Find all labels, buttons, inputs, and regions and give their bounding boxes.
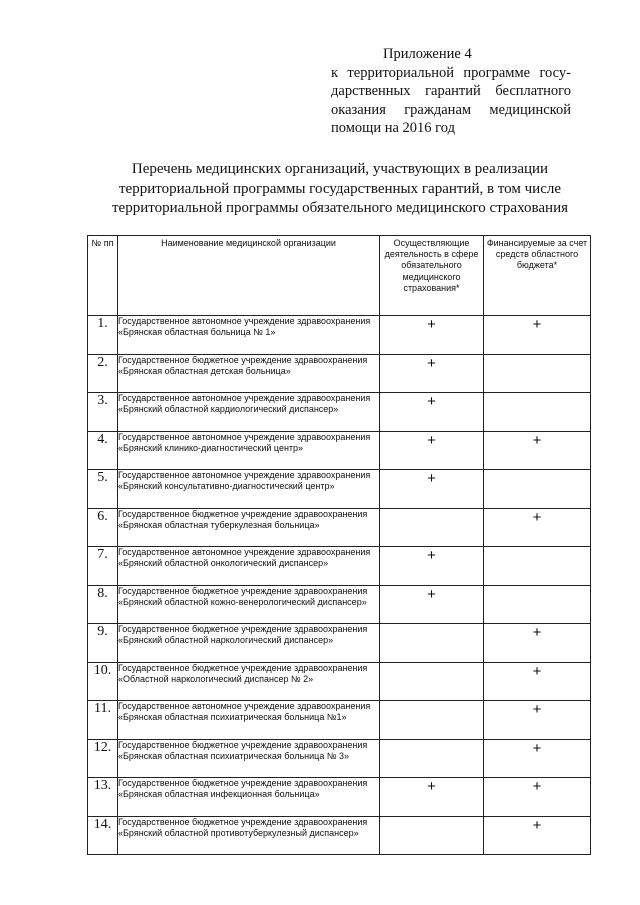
organization-name: Государственное бюджетное учреждение здравоохранения «Брянская областная туберкулезная больница» — [118, 508, 380, 547]
oms-mark: + — [380, 470, 484, 509]
header-num: № пп — [88, 236, 118, 316]
oms-mark — [380, 739, 484, 778]
row-number: 6. — [88, 508, 118, 547]
row-number: 2. — [88, 354, 118, 393]
header-budget: Финансируемые за счет средств областного бюджета* — [484, 236, 591, 316]
table-row — [88, 816, 591, 855]
row-number: 10. — [88, 662, 118, 701]
budget-mark: + — [484, 316, 591, 355]
row-number: 5. — [88, 470, 118, 509]
oms-mark: + — [380, 431, 484, 470]
table-row — [88, 431, 591, 470]
oms-mark: + — [380, 547, 484, 586]
organization-name: Государственное бюджетное учреждение здравоохранения «Брянская областная детская больница» — [118, 354, 380, 393]
organization-name: Государственное автономное учреждение здравоохранения «Брянская областная психиатрическая больница №1» — [118, 701, 380, 740]
row-number: 4. — [88, 431, 118, 470]
row-number: 12. — [88, 739, 118, 778]
budget-mark — [484, 547, 591, 586]
row-number: 3. — [88, 393, 118, 432]
row-number: 13. — [88, 778, 118, 817]
organization-name: Государственное бюджетное учреждение здравоохранения «Брянский областной наркологический диспансер» — [118, 624, 380, 663]
budget-mark — [484, 354, 591, 393]
row-number: 7. — [88, 547, 118, 586]
oms-mark — [380, 662, 484, 701]
table-header-row — [88, 236, 591, 316]
row-number: 14. — [88, 816, 118, 855]
row-number: 9. — [88, 624, 118, 663]
row-number: 11. — [88, 701, 118, 740]
budget-mark: + — [484, 816, 591, 855]
appendix-text-line: оказания гражданам медицинской — [331, 101, 571, 118]
organization-name: Государственное бюджетное учреждение здравоохранения «Областной наркологический диспансер № 2» — [118, 662, 380, 701]
title-line: территориальной программы обязательного медицинского страхования — [111, 200, 569, 216]
oms-mark — [380, 816, 484, 855]
budget-mark — [484, 470, 591, 509]
oms-mark: + — [380, 585, 484, 624]
oms-mark — [380, 624, 484, 663]
oms-mark: + — [380, 393, 484, 432]
budget-mark: + — [484, 739, 591, 778]
header-name: Наименование медицинской организации — [118, 236, 380, 316]
appendix-text-line: помощи на 2016 год — [331, 120, 455, 136]
budget-mark: + — [484, 701, 591, 740]
organization-name: Государственное автономное учреждение здравоохранения «Брянский областной кардиологический диспансер» — [118, 393, 380, 432]
table-row — [88, 470, 591, 509]
budget-mark — [484, 393, 591, 432]
appendix-text-line: дарственных гарантий бесплатного — [331, 83, 571, 99]
title-line: территориальной программы государственных гарантий, в том числе — [118, 180, 562, 197]
table-row — [88, 316, 591, 355]
table-row — [88, 739, 591, 778]
organization-name: Государственное бюджетное учреждение здравоохранения «Брянская областная психиатрическая больница № 3» — [118, 739, 380, 778]
table-row — [88, 662, 591, 701]
table-row — [88, 547, 591, 586]
organization-name: Государственное бюджетное учреждение здравоохранения «Брянская областная инфекционная больница» — [118, 778, 380, 817]
table-row — [88, 393, 591, 432]
organization-name: Государственное бюджетное учреждение здравоохранения «Брянский областной противотуберкулезный диспансер» — [118, 816, 380, 855]
table-row — [88, 585, 591, 624]
appendix-text-line: к территориальной программе госу- — [331, 64, 571, 81]
row-number: 1. — [88, 316, 118, 355]
budget-mark: + — [484, 662, 591, 701]
oms-mark: + — [380, 316, 484, 355]
table-row — [88, 508, 591, 547]
organization-name: Государственное автономное учреждение здравоохранения «Брянский консультативно-диагностический центр» — [118, 470, 380, 509]
budget-mark: + — [484, 624, 591, 663]
budget-mark: + — [484, 778, 591, 817]
organization-name: Государственное автономное учреждение здравоохранения «Брянский клинико-диагностический центр» — [118, 431, 380, 470]
oms-mark: + — [380, 354, 484, 393]
oms-mark — [380, 508, 484, 547]
table-row — [88, 624, 591, 663]
organization-name: Государственное бюджетное учреждение здравоохранения «Брянский областной кожно-венерологический диспансер» — [118, 585, 380, 624]
organization-name: Государственное автономное учреждение здравоохранения «Брянская областная больница № 1» — [118, 316, 380, 355]
oms-mark: + — [380, 778, 484, 817]
appendix-block — [331, 45, 571, 138]
title-line: Перечень медицинских организаций, участвующих в реализации — [131, 161, 549, 177]
document-title — [60, 160, 620, 219]
table-row — [88, 778, 591, 817]
budget-mark: + — [484, 508, 591, 547]
organization-name: Государственное автономное учреждение здравоохранения «Брянский областной онкологический диспансер» — [118, 547, 380, 586]
oms-mark — [380, 701, 484, 740]
budget-mark: + — [484, 431, 591, 470]
header-oms: Осуществляющие деятельность в сфере обязательного медицинского страхования* — [380, 236, 484, 316]
table-row — [88, 354, 591, 393]
budget-mark — [484, 585, 591, 624]
appendix-title: Приложение 4 — [383, 46, 472, 62]
organizations-table — [87, 235, 591, 855]
table-row — [88, 701, 591, 740]
row-number: 8. — [88, 585, 118, 624]
